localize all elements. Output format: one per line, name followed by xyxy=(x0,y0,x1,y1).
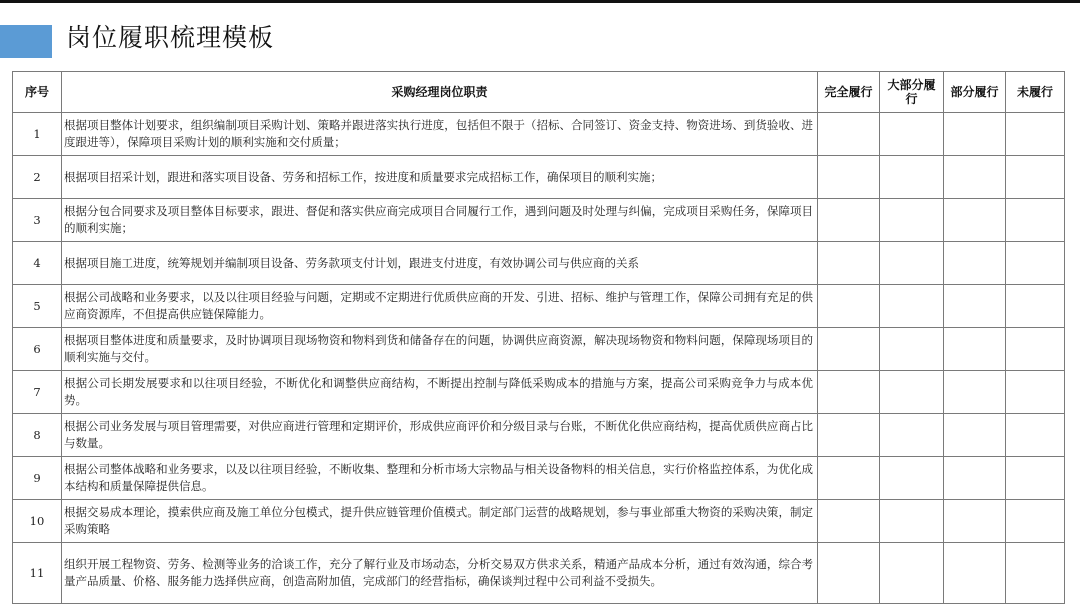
cell-full[interactable] xyxy=(818,113,880,156)
cell-none[interactable] xyxy=(1006,242,1065,285)
cell-most[interactable] xyxy=(880,242,944,285)
cell-full[interactable] xyxy=(818,328,880,371)
cell-none[interactable] xyxy=(1006,457,1065,500)
row-index: 6 xyxy=(13,328,62,371)
table-row xyxy=(13,500,1065,543)
cell-none[interactable] xyxy=(1006,328,1065,371)
row-duty-text: 根据项目整体计划要求，组织编制项目采购计划、策略并跟进落实执行进度，包括但不限于（招标、合同签订、资金支持、物资进场、到货验收、进度跟进等），保障项目采购计划的顺利实施和交付质量； xyxy=(62,113,818,156)
header-part: 部分履行 xyxy=(944,72,1006,113)
row-index: 1 xyxy=(13,113,62,156)
cell-part[interactable] xyxy=(944,543,1006,604)
duty-table xyxy=(12,71,1065,604)
row-duty-text: 根据公司长期发展要求和以往项目经验，不断优化和调整供应商结构，不断提出控制与降低采购成本的措施与方案，提高公司采购竞争力与成本优势。 xyxy=(62,371,818,414)
header-none: 未履行 xyxy=(1006,72,1065,113)
cell-most[interactable] xyxy=(880,285,944,328)
cell-none[interactable] xyxy=(1006,414,1065,457)
row-duty-text: 根据项目施工进度，统筹规划并编制项目设备、劳务款项支付计划，跟进支付进度，有效协调公司与供应商的关系 xyxy=(62,242,818,285)
cell-full[interactable] xyxy=(818,500,880,543)
row-index: 11 xyxy=(13,543,62,604)
cell-most[interactable] xyxy=(880,113,944,156)
cell-full[interactable] xyxy=(818,457,880,500)
table-row xyxy=(13,371,1065,414)
cell-full[interactable] xyxy=(818,199,880,242)
cell-none[interactable] xyxy=(1006,113,1065,156)
row-duty-text: 根据交易成本理论，摸索供应商及施工单位分包模式，提升供应链管理价值模式。制定部门运营的战略规划，参与事业部重大物资的采购决策，制定采购策略 xyxy=(62,500,818,543)
cell-none[interactable] xyxy=(1006,156,1065,199)
cell-part[interactable] xyxy=(944,457,1006,500)
cell-most[interactable] xyxy=(880,457,944,500)
cell-part[interactable] xyxy=(944,500,1006,543)
row-index: 2 xyxy=(13,156,62,199)
row-duty-text: 根据公司战略和业务要求，以及以往项目经验与问题，定期或不定期进行优质供应商的开发、引进、招标、维护与管理工作，保障公司拥有充足的供应商资源库，不但提高供应链保障能力。 xyxy=(62,285,818,328)
table-row xyxy=(13,199,1065,242)
cell-part[interactable] xyxy=(944,328,1006,371)
cell-most[interactable] xyxy=(880,156,944,199)
cell-part[interactable] xyxy=(944,371,1006,414)
table-row xyxy=(13,113,1065,156)
row-duty-text: 根据项目招采计划，跟进和落实项目设备、劳务和招标工作，按进度和质量要求完成招标工作，确保项目的顺利实施； xyxy=(62,156,818,199)
cell-part[interactable] xyxy=(944,414,1006,457)
header-index: 序号 xyxy=(13,72,62,113)
row-duty-text: 组织开展工程物资、劳务、检测等业务的洽谈工作，充分了解行业及市场动态，分析交易双方供求关系，精通产品成本分析，通过有效沟通，综合考量产品质量、价格、服务能力选择供应商，创造高附加值，完成部门的经营指标，确保谈判过程中公司利益不受损失。 xyxy=(62,543,818,604)
cell-most[interactable] xyxy=(880,500,944,543)
row-duty-text: 根据分包合同要求及项目整体目标要求，跟进、督促和落实供应商完成项目合同履行工作，遇到问题及时处理与纠偏，完成项目采购任务，保障项目的顺利实施； xyxy=(62,199,818,242)
row-index: 3 xyxy=(13,199,62,242)
cell-none[interactable] xyxy=(1006,371,1065,414)
cell-most[interactable] xyxy=(880,543,944,604)
header-most: 大部分履行 xyxy=(880,72,944,113)
cell-full[interactable] xyxy=(818,156,880,199)
row-index: 7 xyxy=(13,371,62,414)
cell-most[interactable] xyxy=(880,371,944,414)
cell-none[interactable] xyxy=(1006,199,1065,242)
header-full: 完全履行 xyxy=(818,72,880,113)
row-duty-text: 根据公司业务发展与项目管理需要，对供应商进行管理和定期评价，形成供应商评价和分级目录与台账，不断优化供应商结构，提高优质供应商占比与数量。 xyxy=(62,414,818,457)
row-duty-text: 根据公司整体战略和业务要求，以及以往项目经验，不断收集、整理和分析市场大宗物品与相关设备物料的相关信息，实行价格监控体系，为优化成本结构和质量保障提供信息。 xyxy=(62,457,818,500)
table-row xyxy=(13,457,1065,500)
cell-most[interactable] xyxy=(880,199,944,242)
top-border xyxy=(0,0,1080,3)
cell-part[interactable] xyxy=(944,285,1006,328)
cell-full[interactable] xyxy=(818,371,880,414)
table-row xyxy=(13,543,1065,604)
cell-none[interactable] xyxy=(1006,543,1065,604)
cell-part[interactable] xyxy=(944,113,1006,156)
cell-part[interactable] xyxy=(944,199,1006,242)
table-row xyxy=(13,285,1065,328)
cell-part[interactable] xyxy=(944,156,1006,199)
cell-none[interactable] xyxy=(1006,500,1065,543)
row-index: 9 xyxy=(13,457,62,500)
table-row xyxy=(13,156,1065,199)
table-row xyxy=(13,414,1065,457)
cell-most[interactable] xyxy=(880,328,944,371)
header-duty: 采购经理岗位职责 xyxy=(62,72,818,113)
cell-none[interactable] xyxy=(1006,285,1065,328)
page-title: 岗位履职梳理模板 xyxy=(66,23,275,52)
cell-part[interactable] xyxy=(944,242,1006,285)
row-index: 5 xyxy=(13,285,62,328)
cell-most[interactable] xyxy=(880,414,944,457)
title-accent-block xyxy=(0,25,52,58)
row-index: 10 xyxy=(13,500,62,543)
header-row xyxy=(13,72,1065,113)
row-duty-text: 根据项目整体进度和质量要求，及时协调项目现场物资和物料到货和储备存在的问题，协调供应商资源，解决现场物资和物料问题，保障现场项目的顺利实施与交付。 xyxy=(62,328,818,371)
row-index: 8 xyxy=(13,414,62,457)
table-row xyxy=(13,328,1065,371)
cell-full[interactable] xyxy=(818,543,880,604)
cell-full[interactable] xyxy=(818,285,880,328)
row-index: 4 xyxy=(13,242,62,285)
cell-full[interactable] xyxy=(818,242,880,285)
cell-full[interactable] xyxy=(818,414,880,457)
table-row xyxy=(13,242,1065,285)
